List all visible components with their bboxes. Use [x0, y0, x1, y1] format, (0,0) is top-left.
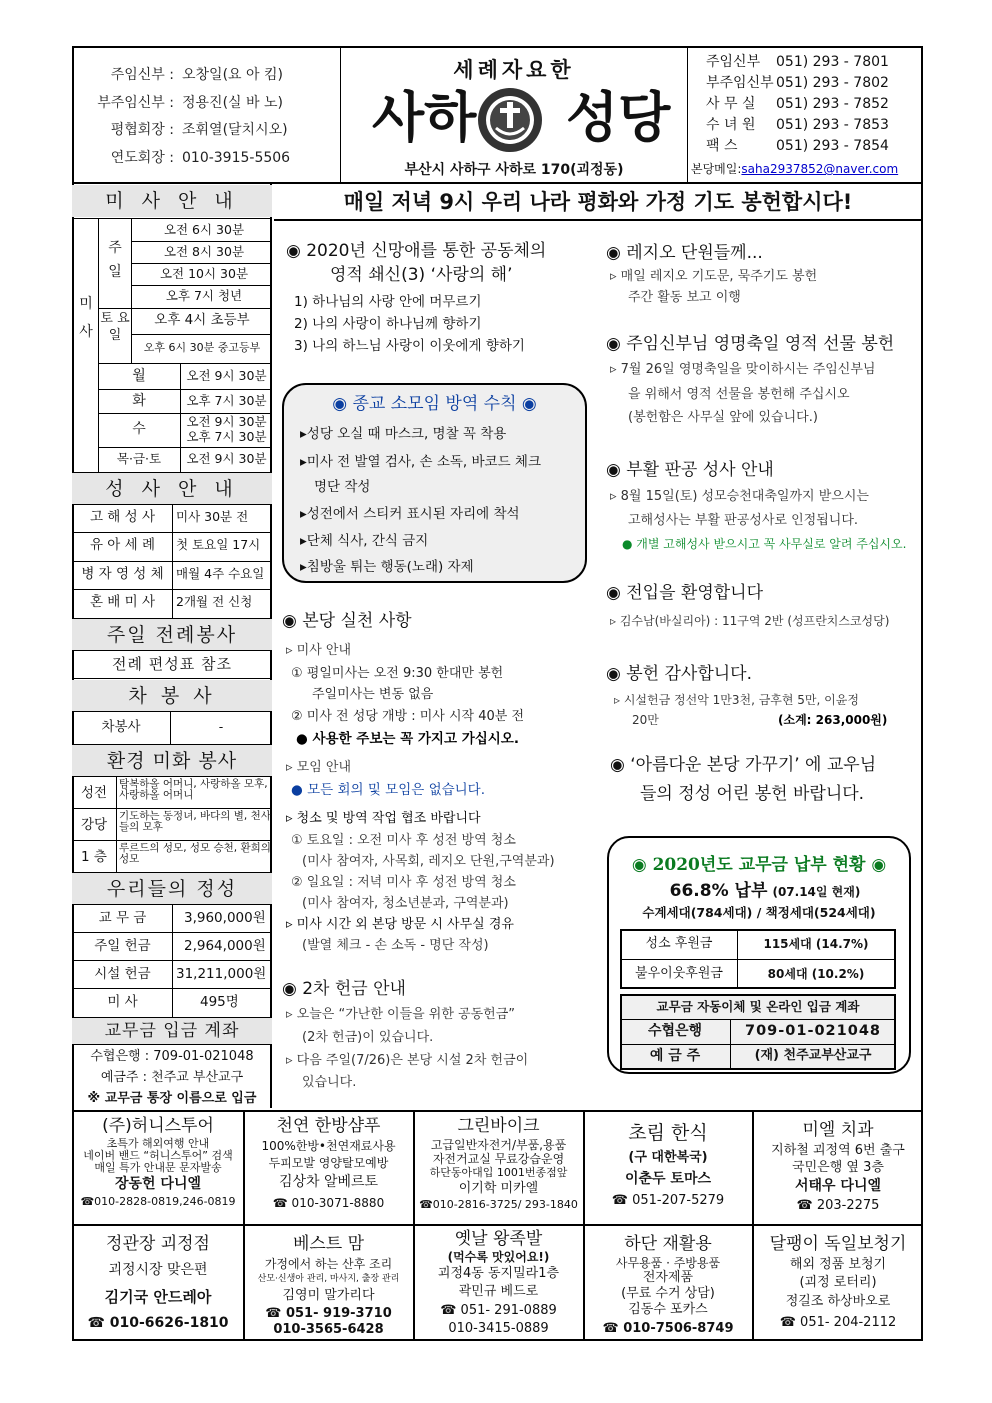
sacrament-info: 미사 30분 전	[176, 509, 249, 524]
contact-phone: 051) 293 - 7852	[776, 96, 889, 112]
contact-phone: 051) 293 - 7801	[776, 54, 889, 70]
r4-title: ◉ 전입을 환영합니다	[606, 583, 764, 603]
dues-rate: 66.8% 납부	[669, 881, 768, 901]
ad-line: 고급일반자전거/부품,용품	[430, 1138, 567, 1152]
church-emblem	[476, 86, 544, 154]
ad-line: 괴정4동 동지밀라1층	[437, 1266, 560, 1281]
ad-line: 가정에서 하는 산후 조리	[264, 1257, 393, 1271]
contact-label: 팩 스	[706, 138, 738, 154]
contact-label: 주임신부	[706, 54, 761, 70]
sacrament-info: 2개월 전 신청	[176, 594, 253, 609]
s3-title: ◉ 2차 헌금 안내	[282, 979, 406, 999]
s2-line: ▹ 미사 시간 외 본당 방문 시 사무실 경유	[286, 917, 514, 932]
contact-phone: 051) 293 - 7853	[776, 117, 889, 133]
ad-owner: 김기국 안드레아	[104, 1288, 212, 1306]
env-area: 성전	[80, 785, 108, 801]
dues-row-label: 불우이웃후원금	[635, 966, 723, 981]
deposit-title: 교무금 입금 계좌	[72, 1018, 272, 1044]
divider	[72, 218, 272, 219]
ad-phone: 010-3415-0889	[448, 1321, 549, 1336]
r6-line: 들의 정성 어린 봉헌 바랍니다.	[640, 784, 865, 804]
s2-line: ▹ 미사 안내	[286, 643, 352, 658]
ad-line: 자전거교실 무료강습운영	[432, 1152, 565, 1166]
ad-title: (주)허니스투어	[102, 1116, 214, 1136]
weekday-time: 오후 7시 30분	[186, 393, 267, 408]
contact-label: 사 무 실	[706, 96, 756, 112]
weekday-time: 오전 9시 30분	[186, 368, 267, 383]
box-item: ▸단체 식사, 간식 금지	[300, 533, 429, 549]
leader-name: 오창일(요 아 킴)	[182, 67, 283, 83]
ad-phone: ☎ 203-2275	[796, 1198, 880, 1213]
s2-line: ● 사용한 주보는 꼭 가지고 가십시오.	[296, 731, 519, 747]
leader-role: 주임신부 :	[110, 67, 174, 83]
dues-rate-line	[620, 876, 910, 901]
ad-phone: ☎ 010-3071-8880	[272, 1196, 385, 1210]
s3-line: (2차 헌금)이 있습니다.	[302, 1030, 434, 1045]
box-title: ◉ 종교 소모임 방역 수칙 ◉	[332, 394, 537, 414]
s2-line: ② 미사 전 성당 개방 : 미사 시작 40분 전	[291, 709, 525, 724]
ad-jeonggwanjang	[74, 1232, 242, 1336]
leader-role: 평협회장 :	[110, 122, 174, 138]
s3-line: ▹ 오늘은 “가난한 이들을 위한 공동헌금”	[286, 1007, 516, 1022]
ad-owner: 서태우 다니엘	[794, 1178, 882, 1194]
sunday-mass-time: 오전 8시 30분	[163, 244, 245, 259]
ad-phone: ☎ 051-207-5279	[611, 1193, 725, 1208]
env-group: 루르드의 성모, 성모 승천, 환희의 성모	[119, 842, 271, 865]
box-item: ▸침방울 튀는 행동(노래) 자제	[300, 559, 474, 575]
sacrament-name: 혼 배 미 사	[89, 594, 156, 610]
dues-counts: 수계세대(784세대) / 책정세대(524세대)	[642, 905, 876, 920]
env-area: 1 층	[81, 849, 107, 865]
s2-line: (미사 참여자, 청소년분과, 구역분과)	[302, 896, 509, 911]
leader-role: 부주임신부 :	[97, 94, 174, 111]
deposit-line: 수협은행 : 709-01-021048	[90, 1049, 254, 1064]
s3-line: 있습니다.	[302, 1075, 357, 1090]
s1-item: 2) 나의 사랑이 하나님께 향하기	[294, 316, 482, 332]
ad-owner: 김영미 말가리다	[282, 1288, 375, 1303]
ad-owner: 이기학 미카엘	[458, 1181, 539, 1196]
acct-bank: 수협은행	[647, 1023, 703, 1039]
s2-title: ◉ 본당 실천 사항	[282, 611, 412, 631]
offering-value: 31,211,000원	[176, 966, 267, 982]
r1-title: ◉ 레지오 단원들께...	[606, 243, 763, 263]
ad-phone: ☎ 010-7506-8749	[602, 1321, 734, 1336]
r1-line: ▹ 매일 레지오 기도문, 묵주기도 봉헌	[610, 269, 818, 284]
offering-label: 주일 헌금	[94, 938, 151, 954]
r3-title: ◉ 부활 판공 성사 안내	[606, 460, 774, 480]
s2-line: (발열 체크 - 손 소독 - 명단 작성)	[302, 938, 489, 953]
ad-honeytour	[74, 1114, 242, 1210]
ad-recycle	[585, 1232, 751, 1340]
r2-title: ◉ 주임신부님 영명축일 영적 선물 봉헌	[606, 334, 895, 354]
box-item: ▸성당 오실 때 마스크, 명찰 꼭 착용	[300, 426, 507, 442]
acct-holder: (재) 천주교부산교구	[754, 1048, 872, 1063]
ad-line: (무료 수거 상담)	[621, 1286, 715, 1301]
dues-row-label: 성소 후원금	[645, 936, 713, 951]
leader-role: 연도회장 :	[110, 149, 174, 166]
ad-greenbike	[415, 1114, 582, 1213]
box-item: ▸성전에서 스티커 표시된 자리에 착석	[300, 506, 520, 522]
r4-line: ▹ 김수남(바실리아) : 11구역 2반 (성프란치스코성당)	[610, 614, 890, 628]
ad-line: 하단동아대입 1001번종점앞	[429, 1166, 568, 1179]
weekday-label: 월	[132, 368, 146, 384]
sacrament-name: 유 아 세 례	[89, 537, 156, 553]
sacrament-title: 성 사 안 내	[72, 473, 272, 505]
divider	[340, 47, 341, 183]
tea-value: -	[218, 719, 224, 734]
ad-hearing-aid	[754, 1232, 922, 1334]
s2-line: ① 평일미사는 오전 9:30 한대만 봉헌	[291, 666, 504, 681]
ad-line: 해외 정품 보청기	[789, 1257, 887, 1272]
ad-phone: ☎010-2816-3725/ 293-1840	[419, 1198, 578, 1211]
sunday-mass-time: 오후 7시 청년	[165, 288, 243, 303]
contact-phone: 051) 293 - 7854	[776, 138, 889, 154]
offering-value: 2,964,000원	[184, 938, 266, 954]
leader-name: 010-3915-5506	[182, 149, 291, 166]
r5-line: ▹ 시설헌금 정선악 1만3천, 금후현 5만, 이윤정	[614, 693, 859, 707]
ad-phone: 010-3565-6428	[273, 1322, 384, 1337]
ad-line: 국민은행 옆 3층	[792, 1160, 884, 1175]
banner-bottom-line	[274, 219, 922, 221]
ad-line: 전자제품	[642, 1270, 694, 1285]
ad-phone: ☎ 051- 919-3710	[265, 1306, 392, 1321]
env-group: 기도하는 동정녀, 바다의 별, 천사들의 모후	[119, 810, 271, 833]
ad-line: 두피모발 영양탈모예방	[268, 1156, 389, 1170]
leaders-list	[94, 62, 334, 172]
mass-label: 미 사	[79, 296, 93, 340]
ad-owner: 김동수 포카스	[628, 1302, 708, 1317]
dues-date: (07.14일 현재)	[772, 885, 861, 899]
s2-line: (미사 참여자, 사목회, 레지오 단원,구역분과)	[302, 854, 555, 869]
leader-name: 조휘열(달치시오)	[182, 122, 288, 138]
ad-phone: ☎ 010-6626-1810	[87, 1315, 229, 1331]
ad-chorim	[585, 1118, 751, 1212]
ad-title: 천연 한방샴푸	[276, 1116, 381, 1136]
ad-jokbal	[415, 1228, 582, 1337]
s1-item: 1) 하나님의 사랑 안에 머무르기	[294, 294, 482, 310]
weekday-time: 오전 9시 30분	[186, 451, 267, 466]
ad-line: (괴정 로터리)	[799, 1275, 877, 1290]
banner: 매일 저녁 9시 우리 나라 평화와 가정 기도 봉헌합시다!	[343, 190, 853, 214]
email-label: 본당메일:	[691, 162, 742, 176]
deposit-note: ※ 교무금 통장 이름으로 입금	[87, 1091, 257, 1106]
weekday-label: 화	[132, 393, 146, 409]
ad-line: 사무용품 · 주방용품	[615, 1256, 721, 1270]
leader-name: 정용진(실 바 노)	[182, 94, 283, 111]
ad-line: (구 대한복국)	[628, 1150, 708, 1165]
sacrament-name: 고 해 성 사	[89, 509, 156, 525]
acct-title: 교무금 자동이체 및 온라인 입금 계좌	[656, 999, 860, 1014]
ad-title: 달팽이 독일보청기	[769, 1234, 907, 1254]
contacts-list	[706, 52, 916, 157]
acct-number: 709-01-021048	[744, 1023, 882, 1039]
ad-title: 그린바이크	[457, 1116, 540, 1136]
weekday-time: 오전 9시 30분	[186, 414, 267, 429]
ad-owner: 김상차 알베르토	[278, 1174, 379, 1190]
ad-line: 초특가 해외여행 안내	[106, 1137, 210, 1150]
ad-line: (먹수록 맛있어요!)	[447, 1250, 550, 1264]
env-group: 탐복하올 어머니, 사랑하올 모후, 사랑하올 어머니	[119, 778, 268, 801]
contact-label: 부주임신부	[706, 75, 774, 91]
ad-title: 미엘 치과	[802, 1120, 874, 1140]
sacrament-info: 매월 4주 수요일	[176, 566, 265, 581]
r1-line: 주간 활동 보고 이행	[628, 290, 741, 305]
liturgy-text: 전례 편성표 참조	[112, 655, 232, 673]
contact-phone: 051) 293 - 7802	[776, 75, 889, 91]
offering-value: 495명	[200, 994, 239, 1010]
dues-row-value: 80세대 (10.2%)	[767, 967, 865, 981]
s1-title: ◉ 2020년 신망애를 통한 공동체의	[286, 241, 547, 261]
ad-title: 베스트 맘	[292, 1234, 365, 1254]
offering-value: 3,960,000원	[184, 910, 266, 926]
ad-title: 하단 재활용	[624, 1234, 712, 1254]
r3-line: 고해성사는 부활 판공성사로 인정됩니다.	[628, 513, 859, 528]
dues-row-value: 115세대 (14.7%)	[763, 937, 869, 951]
ad-phone: ☎010-2828-0819,246-0819	[80, 1195, 236, 1208]
mass-title: 미 사 안 내	[72, 185, 272, 217]
r5-total: (소계: 263,000원)	[778, 713, 888, 727]
s2-line: ▹ 모임 안내	[286, 760, 352, 775]
r5-title: ◉ 봉헌 감사합니다.	[606, 664, 752, 684]
tea-title: 차 봉 사	[72, 680, 272, 712]
ad-line: 산모·신생아 관리, 마사지, 출장 관리	[257, 1274, 400, 1284]
r5-line: 20만	[632, 713, 659, 727]
ad-title: 옛날 왕족발	[454, 1229, 543, 1249]
ad-line: 매일 특가 안내문 문자발송	[94, 1161, 222, 1174]
weekday-label: 목·금·토	[116, 451, 162, 466]
sunday-mass-time: 오전 6시 30분	[163, 222, 245, 237]
sunday-label: 주 일	[108, 240, 122, 280]
ad-owner: 장동헌 다니엘	[114, 1176, 202, 1192]
saturday-label: 토 요 일	[100, 311, 130, 343]
ad-owner: 이춘두 토마스	[624, 1171, 712, 1187]
r2-line: 을 위해서 영적 선물을 봉헌해 주십시오	[628, 387, 850, 402]
offering-label: 교 무 금	[98, 910, 147, 926]
title-left: 사하	[372, 86, 477, 149]
r6-line: ◉ ‘아름다운 본당 가꾸기’ 에 교우님	[610, 755, 877, 775]
offering-label: 시설 헌금	[94, 966, 151, 982]
s2-line: ● 모든 회의 및 모임은 없습니다.	[291, 782, 486, 798]
s2-line: ▹ 청소 및 방역 작업 협조 바랍니다	[286, 811, 481, 826]
ad-line: 지하철 괴정역 6번 출구	[771, 1143, 905, 1158]
tea-label: 차봉사	[101, 719, 141, 735]
parish-subtitle: 세례자요한	[453, 58, 575, 82]
divider	[687, 47, 688, 183]
sacrament-info: 첫 토요일 17시	[176, 537, 261, 552]
env-area: 강당	[80, 817, 108, 833]
s2-line: ① 토요일 : 오전 미사 후 성전 방역 청소	[291, 833, 516, 848]
env-title: 환경 미화 봉사	[72, 745, 272, 777]
email-line	[691, 160, 898, 177]
s1-item: 3) 나의 하느님 사랑이 이웃에게 향하기	[294, 338, 525, 354]
ad-line: 네이버 밴드 “허니스투어” 검색	[83, 1149, 233, 1162]
r3-line: ▹ 8월 15일(토) 성모승천대축일까지 받으시는	[610, 489, 869, 504]
dues-title: ◉ 2020년도 교무금 납부 현황 ◉	[631, 855, 887, 875]
s2-line: 주일미사는 변동 없음	[312, 687, 434, 702]
acct-holder-label: 예 금 주	[649, 1048, 701, 1064]
weekday-label: 수	[132, 421, 146, 437]
r2-line: ▹ 7월 26일 영명축일을 맞이하시는 주임신부님	[610, 362, 876, 377]
ad-bestmom	[245, 1232, 412, 1338]
ad-shampoo	[245, 1114, 412, 1214]
liturgy-title: 주일 전례봉사	[72, 619, 272, 651]
ad-miel	[754, 1118, 922, 1216]
ad-title: 초림 한식	[628, 1122, 708, 1144]
ad-owner: 곽민규 베드로	[458, 1284, 539, 1299]
offering-label: 미 사	[107, 994, 138, 1010]
ad-title: 정관장 괴정점	[106, 1234, 210, 1254]
saturday-mass-time: 오후 6시 30분 중고등부	[143, 341, 261, 354]
s2-line: ② 일요일 : 저녁 미사 후 성전 방역 청소	[291, 875, 516, 890]
ad-line: 100%한방•천연재료사용	[261, 1139, 396, 1153]
box-item: 명단 작성	[314, 479, 371, 495]
weekday-time: 오후 7시 30분	[186, 429, 267, 444]
ad-phone: ☎ 051- 291-0889	[440, 1303, 557, 1318]
sacrament-name: 병 자 영 성 체	[81, 566, 164, 582]
r2-line: (봉헌함은 사무실 앞에 있습니다.)	[628, 410, 818, 425]
title-right: 성당	[566, 86, 671, 149]
box-item: ▸미사 전 발열 검사, 손 소독, 바코드 체크	[300, 454, 542, 470]
s1-title2: 영적 쇄신(3) ‘사랑의 해’	[330, 265, 513, 285]
r3-note: ● 개별 고해성사 받으시고 꼭 사무실로 알려 주십시오.	[622, 537, 907, 551]
ad-owner: 정길조 하상바오로	[785, 1294, 891, 1309]
deposit-line: 예금주 : 천주교 부산교구	[100, 1070, 244, 1085]
contact-label: 수 녀 원	[706, 117, 756, 133]
offering-title: 우리들의 정성	[72, 873, 272, 905]
ad-line: 괴정시장 맞은편	[108, 1262, 208, 1278]
parish-address: 부산시 사하구 사하로 170(괴정동)	[404, 162, 624, 178]
ad-phone: ☎ 051- 204-2112	[779, 1315, 897, 1330]
s3-line: ▹ 다음 주일(7/26)은 본당 시설 2차 헌금이	[286, 1053, 529, 1068]
email-link[interactable]: saha2937852@naver.com	[741, 162, 899, 176]
sunday-mass-time: 오전 10시 30분	[159, 266, 249, 281]
saturday-mass-time: 오후 4시 초등부	[154, 312, 250, 328]
